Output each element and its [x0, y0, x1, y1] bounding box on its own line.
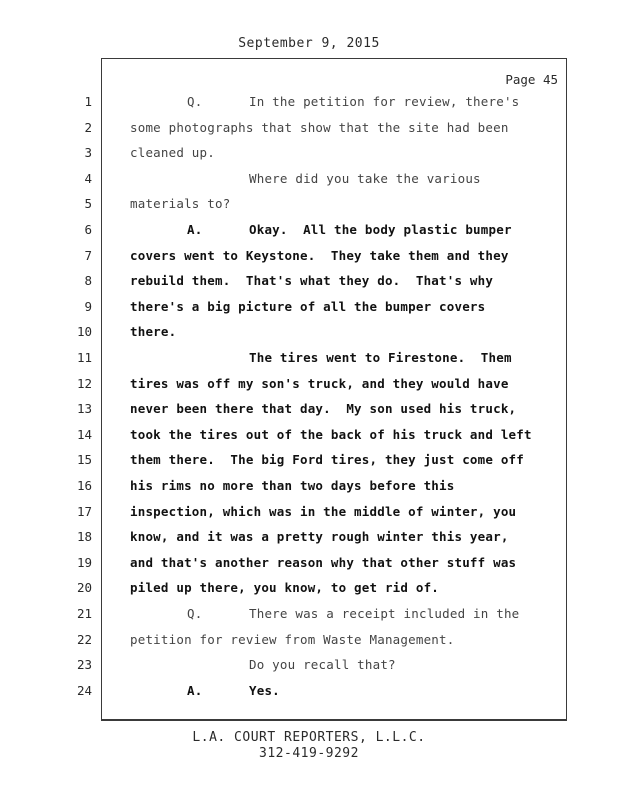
- line-number: 19: [76, 554, 92, 570]
- transcript-line-text: his rims no more than two days before this: [130, 478, 455, 493]
- transcript-line-text: cleaned up.: [130, 145, 215, 161]
- line-number: 11: [76, 350, 92, 365]
- line-number: 13: [76, 401, 92, 417]
- transcript-line-text: Yes.: [249, 682, 280, 698]
- transcript-line-text: The tires went to Firestone. Them: [249, 350, 512, 365]
- transcript-line-text: A.: [187, 222, 203, 237]
- transcript-line-text: A.: [187, 682, 203, 698]
- transcript-line-text: took the tires out of the back of his truck and left: [130, 426, 532, 442]
- transcript-line-text: Where did you take the various: [249, 170, 481, 186]
- transcript-line-text: petition for review from Waste Management.: [130, 631, 455, 647]
- line-number: 16: [76, 478, 92, 493]
- transcript-line-text: Q.: [187, 606, 203, 621]
- line-number: 23: [76, 657, 92, 673]
- footer-phone: 312-419-9292: [259, 746, 359, 761]
- transcript-line-text: them there. The big Ford tires, they just come off: [130, 452, 525, 468]
- line-number: 5: [84, 196, 92, 212]
- transcript-line-text: tires was off my son's truck, and they would have: [130, 375, 509, 391]
- line-number: 4: [84, 170, 92, 186]
- transcript-line-text: piled up there, you know, to get rid of.: [130, 580, 440, 596]
- transcript-line-text: rebuild them. That's what they do. That's why: [130, 273, 494, 289]
- line-number: 1: [84, 94, 92, 109]
- line-number: 7: [84, 247, 92, 263]
- transcript-line-text: covers went to Keystone. They take them and they: [130, 247, 509, 263]
- line-number: 24: [76, 682, 92, 698]
- line-number: 17: [76, 503, 92, 519]
- line-number: 10: [76, 324, 92, 340]
- line-number: 12: [76, 375, 92, 391]
- transcript-line-text: know, and it was a pretty rough winter this year,: [130, 529, 509, 545]
- page-number: Page 45: [505, 72, 558, 87]
- line-number: 21: [76, 606, 92, 621]
- line-number: 15: [76, 452, 92, 468]
- line-number: 3: [84, 145, 92, 161]
- line-number: 9: [84, 298, 92, 314]
- line-number: 14: [76, 426, 92, 442]
- transcript-line-text: There was a receipt included in the: [249, 606, 520, 621]
- transcript-line-text: never been there that day. My son used his truck,: [130, 401, 517, 417]
- transcript-line-text: materials to?: [130, 196, 231, 212]
- transcript-line-text: In the petition for review, there's: [249, 94, 520, 109]
- transcript-line-text: Q.: [187, 94, 203, 109]
- transcript-line-text: inspection, which was in the middle of winter, you: [130, 503, 517, 519]
- transcript-line-text: there's a big picture of all the bumper covers: [130, 298, 486, 314]
- line-number: 2: [84, 119, 92, 135]
- transcript-line-text: Do you recall that?: [249, 657, 396, 673]
- line-number: 20: [76, 580, 92, 596]
- transcript-date: September 9, 2015: [238, 36, 380, 51]
- line-number: 6: [84, 222, 92, 237]
- transcript-line-text: there.: [130, 324, 177, 340]
- line-number: 18: [76, 529, 92, 545]
- line-number: 22: [76, 631, 92, 647]
- transcript-line-text: and that's another reason why that other stuff was: [130, 554, 517, 570]
- footer-company: L.A. COURT REPORTERS, L.L.C.: [192, 730, 426, 745]
- transcript-line-text: Okay. All the body plastic bumper: [249, 222, 512, 237]
- line-number: 8: [84, 273, 92, 289]
- transcript-line-text: some photographs that show that the site had been: [130, 119, 509, 135]
